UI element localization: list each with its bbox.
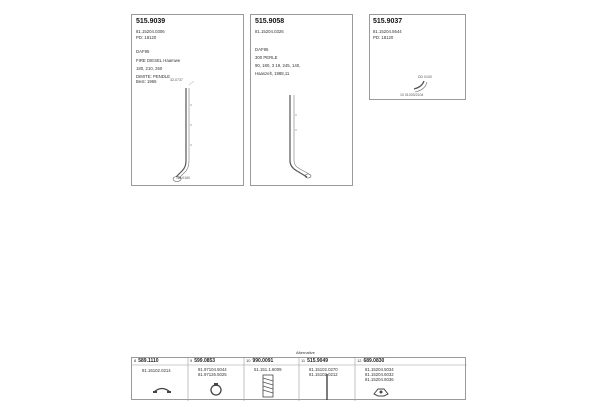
dimension-label: 10 01003/2104 <box>400 93 424 97</box>
model-line: FIRE DIESEL Haamwe <box>136 58 181 63</box>
item-number: 9 <box>190 358 193 363</box>
flex-hose-icon <box>261 373 275 399</box>
part-reference: 81.15204.5644 <box>373 29 402 34</box>
alternative-label: Alternative <box>296 350 315 355</box>
model-line: DAF95 <box>136 49 150 54</box>
part-panel-1 <box>131 14 244 186</box>
part-reference: 81.15204.5034 <box>365 367 394 372</box>
strip-cell-header <box>134 358 159 364</box>
part-reference: 51.151.1.6009 <box>254 367 282 372</box>
part-number: 599.0853 <box>194 358 216 364</box>
part-panel-2 <box>250 14 353 186</box>
item-number: 10 <box>246 358 251 363</box>
bracket-icon <box>372 386 390 398</box>
item-number: 11 <box>301 358 306 363</box>
model-line: DIMITE: PENDLE <box>136 74 171 79</box>
part-number: 990.0091 <box>252 358 274 364</box>
part-number: 689.0830 <box>363 358 385 364</box>
part-reference: 81.15204.6032 <box>365 372 394 377</box>
model-line: 300 PERLE <box>255 55 278 60</box>
part-number: 589.1110 <box>138 358 159 364</box>
pipe-bend-drawing <box>370 15 467 101</box>
strip-cell-header <box>301 358 328 364</box>
part-reference: 81.15102.0270 <box>309 367 338 372</box>
part-reference: 81.15102.0214 <box>142 368 171 373</box>
item-number: 8 <box>134 358 137 363</box>
strip-cell-header <box>246 358 273 364</box>
model-line: Haaszelt, 1988,11 <box>255 71 290 76</box>
clamp-icon <box>152 385 172 395</box>
part-number: 515.9058 <box>255 18 285 25</box>
model-line: 180, 210, 260 <box>136 66 163 71</box>
part-number: 515.9049 <box>307 358 329 364</box>
part-reference: 81.97126.5025 <box>198 372 227 377</box>
model-line: Best: 1965 <box>136 79 157 84</box>
accessory-strip <box>131 357 466 400</box>
part-note: PD: 18120 <box>136 35 157 40</box>
part-reference: 81.97104.5044 <box>198 367 227 372</box>
part-number: 515.9039 <box>136 18 166 25</box>
part-reference: 81.15102.0212 <box>309 372 338 377</box>
pipe-section-icon <box>324 374 330 400</box>
dimension-label: DD 0100 <box>418 75 432 79</box>
dimension-label: -90-0160 <box>176 176 191 180</box>
model-line: 90, 180, 3 19, 245, 140, <box>255 63 301 68</box>
strip-cell-header <box>190 358 215 364</box>
part-reference: 81.15204.0326 <box>255 29 284 34</box>
part-note: PD: 18120 <box>373 35 394 40</box>
dimension-label: 32-0737 <box>170 78 183 82</box>
part-panel-3 <box>369 14 466 100</box>
exhaust-pipe-drawing <box>251 15 354 187</box>
part-reference: 81.15204.0306 <box>136 29 165 34</box>
part-number: 515.9037 <box>373 18 403 25</box>
strip-cell-header <box>357 358 384 364</box>
model-line: DAF95 <box>255 47 269 52</box>
clamp-ring-icon <box>208 383 224 397</box>
part-reference: 81.15204.6036 <box>365 377 394 382</box>
exhaust-pipe-drawing <box>132 15 245 187</box>
item-number: 12 <box>357 358 362 363</box>
